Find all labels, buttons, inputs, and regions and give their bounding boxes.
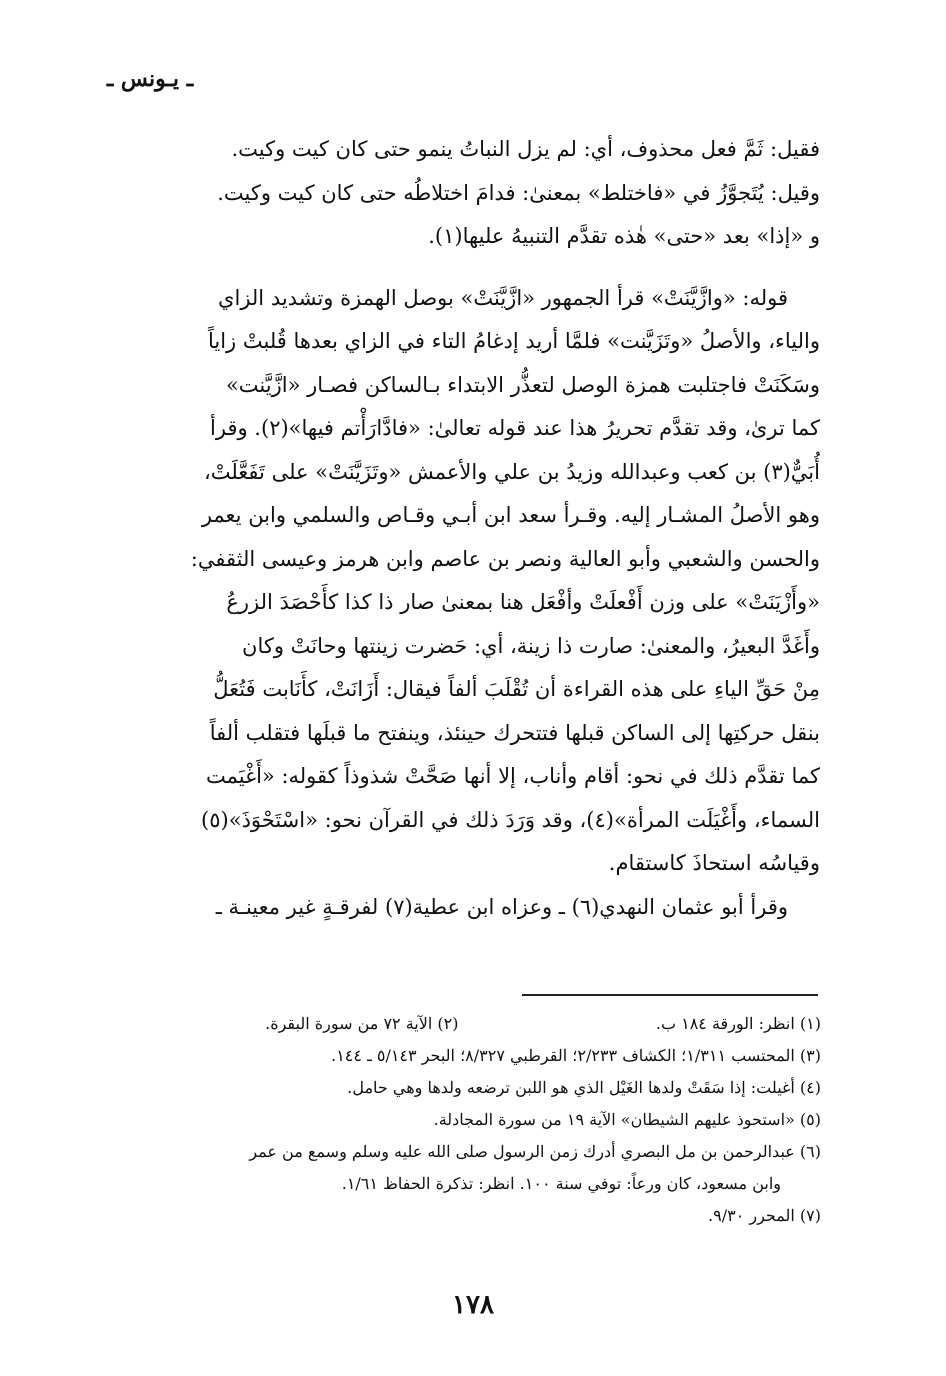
text-line: والحسن والشعبي وأبو العالية ونصر بن عاصم وابن هرمز وعيسى الثقفي:	[190, 546, 820, 571]
main-text	[98, 128, 820, 929]
footnote-row	[96, 1008, 821, 1040]
footnote-6-continued: وابن مسعود، كان ورعاً: توفي سنة ١٠٠. انظر: تذكرة الحفاظ ١/٦١.	[341, 1174, 781, 1193]
footnote-5: (٥) «استحوذ عليهم الشيطان» الآية ١٩ من سورة المجادلة.	[433, 1110, 821, 1129]
text-line: والياء، والأصلُ «وتَزَيَّنت» فلمَّا أريد إدغامُ التاء في الزاي بعدها قُلبتْ زاياً	[207, 329, 820, 353]
text-line: وقيل: يُتَجوَّزُ في «فاختلط» بمعنىٰ: فدامَ اختلاطُه حتى كان كيت وكيت.	[217, 180, 820, 205]
footnotes	[96, 1008, 821, 1232]
text-line: وأَغَدَّ البعيرُ، والمعنىٰ: صارت ذا زينة، أي: حَضرت زينتها وحانَتْ وكان	[242, 633, 820, 658]
text-line: «وأَزْيَنَتْ» على وزن أَفْعلَتْ وأفْعَل هنا بمعنىٰ صار ذا كذا كأَحْصَدَ الزرعُ	[226, 590, 820, 614]
text-line: وقياسُه استحاذَ كاستقام.	[608, 851, 820, 875]
text-line: كما ترىٰ، وقد تقدَّم تحريرُ هذا عند قوله تعالىٰ: «فادَّارَأْتم فيها»(٢). وقرأ	[210, 416, 820, 440]
text-line: قوله: «وازَّيَّنَتْ» قرأ الجمهور «ازَّيَّنَتْ» بوصل الهمزة وتشديد الزاي	[218, 285, 788, 310]
footnote-4: (٤) أغيلت: إذا سَقَتْ ولدها الغَيْل الذي هو اللبن ترضعه ولدها وهي حامل.	[347, 1078, 821, 1097]
footnote-3: (٣) المحتسب ١/٣١١؛ الكشاف ٢/٢٣٣؛ القرطبي ٨/٣٢٧؛ البحر ٥/١٤٣ ـ ١٤٤.	[331, 1046, 821, 1065]
page-number: ١٧٨	[452, 1290, 494, 1320]
text-line: أُبَيٌّ(٣) بن كعب وعبدالله وزيدُ بن علي والأعمش «وتَزَيَّنَتْ» على تَفَعَّلَتْ،	[203, 459, 820, 484]
paragraph-gap	[98, 259, 820, 277]
text-line: وسَكَنَتْ فاجتلبت همزة الوصل لتعذُّر الابتداء بـالساكن فصـار «ازَّيَّنت»	[225, 372, 820, 397]
footnote-6: (٦) عبدالرحمن بن مل البصري أدرك زمن الرسول صلى الله عليه وسلم وسمع من عمر	[249, 1142, 821, 1161]
footnote-1: (١) انظر: الورقة ١٨٤ ب.	[655, 1014, 821, 1033]
text-line: السماء، وأَغْيَلَت المرأة»(٤)، وقد وَرَدَ ذلك في القرآن نحو: «اسْتَحْوَذَ»(٥)	[201, 807, 820, 832]
text-line: بنقل حركتِها إلى الساكن قبلها فتتحرك حينئذ، وينفتح ما قبلَها فتقلب ألفاً	[209, 720, 820, 745]
text-line: مِنْ حَقِّ الياءِ على هذه القراءة أن تُقْلَبَ ألفاً فيقال: أَزَانَتْ، كأَنَابت فَتُعَلُّ	[213, 677, 820, 701]
footnote-divider	[522, 994, 818, 996]
footnote-7: (٧) المحرر ٩/٣٠.	[708, 1206, 821, 1225]
text-line: فقيل: ثَمَّ فعل محذوف، أي: لم يزل النباتُ ينمو حتى كان كيت وكيت.	[231, 137, 820, 161]
text-line: وهو الأصلُ المشـار إليه. وقـرأ سعد ابن أبـي وقـاص والسلمي وابن يعمر	[201, 503, 820, 527]
text-line: كما تقدَّم ذلك في نحو: أقام وأناب، إلا أنها صَحَّتْ شذوذاً كقوله: «أَغْيَمت	[206, 764, 820, 788]
running-head: ـ يـونس ـ	[106, 66, 194, 92]
text-line: و «إذا» بعد «حتى» هٰذه تقدَّم التنبيهُ عليها(١).	[428, 224, 820, 248]
footnote-2: (٢) الآية ٧٢ من سورة البقرة.	[265, 1014, 459, 1033]
text-line: وقرأ أبو عثمان النهدي(٦) ـ وعزاه ابن عطية(٧) لفرقـةٍ غير معينـة ـ	[215, 894, 788, 919]
